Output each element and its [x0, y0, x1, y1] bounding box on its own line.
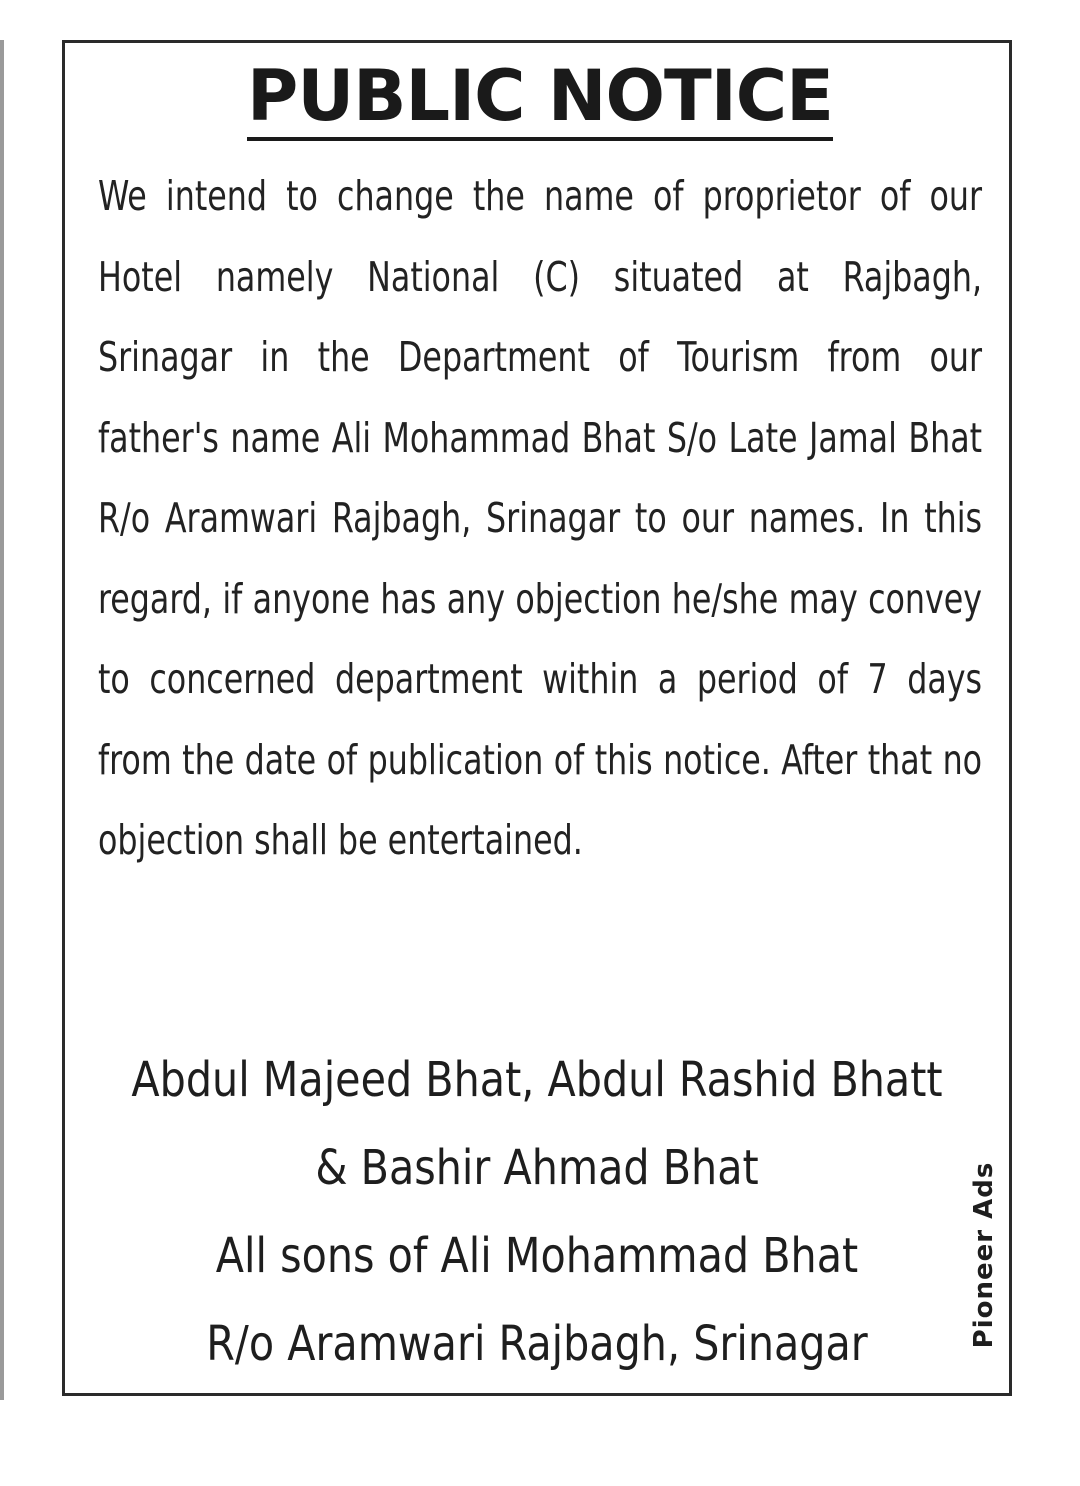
signatory-line-3: All sons of Ali Mohammad Bhat: [215, 1228, 859, 1284]
signatory-line-4: R/o Aramwari Rajbagh, Srinagar: [206, 1316, 868, 1372]
page-edge-divider: [0, 40, 4, 1400]
signatories-block: [62, 1036, 1012, 1388]
notice-body: We intend to change the name of proprietor of our Hotel namely National (C) situated at Rajbagh, Srinagar in the Department of Tourism from our father's name Ali Mohammad Bhat S/o Late Jamal Bhat R/o Aramwari Rajbagh, Srinagar to our names. In this regard, if anyone has any objection he/she may convey to concerned department within a period of 7 days from the date of publication of this notice. After that no objection shall be entertained.: [98, 172, 983, 864]
notice-title-text: PUBLIC NOTICE: [247, 55, 833, 141]
ad-credit: [964, 1124, 1004, 1386]
ad-credit-text: Pioneer Ads: [969, 1161, 999, 1349]
signatory-line-1: Abdul Majeed Bhat, Abdul Rashid Bhatt: [131, 1052, 943, 1108]
notice-title: [0, 48, 1080, 144]
signatory-line-2: & Bashir Ahmad Bhat: [315, 1140, 759, 1196]
